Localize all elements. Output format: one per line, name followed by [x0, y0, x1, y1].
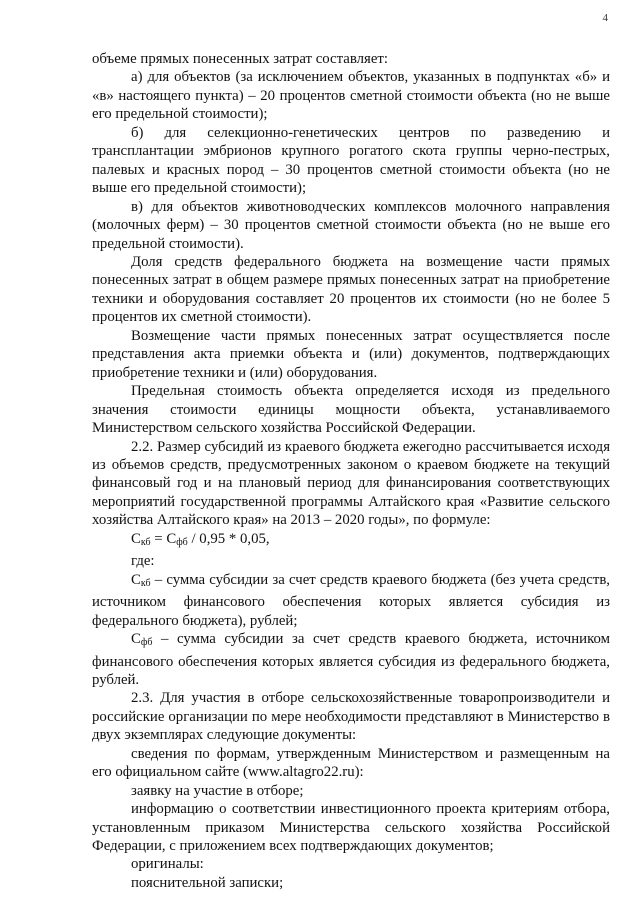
paragraph-originals: оригиналы: [131, 856, 204, 873]
definition-cfb-text: – сумма субсидии за счет средств краевого бюджета, источником финансового обеспечения которых является субсидия из федерального бюджета, рублей. [92, 631, 610, 688]
definition-cfb-symbol: С [131, 631, 141, 648]
paragraph-item-v: в) для объектов животноводческих комплексов молочного направления (молочных ферм) – 30 процентов сметной стоимости объекта (но не выше его предельной стоимости). [92, 198, 610, 252]
definition-ckb-text: – сумма субсидии за счет средств краевого бюджета (без учета средств, источником финансового обеспечения которых является субсидия из федерального бюджета), рублей; [92, 571, 610, 629]
formula-equals: = [150, 530, 167, 547]
formula-rhs-symbol: С [166, 530, 177, 547]
where-label: где: [131, 553, 155, 570]
definition-cfb [92, 630, 610, 689]
paragraph-application: заявку на участие в отборе; [131, 782, 304, 799]
paragraph-2-2: 2.2. Размер субсидий из краевого бюджета ежегодно рассчитывается исходя из объемов средств, предусмотренных законом о краевом бюджете на текущий финансовый год и на плановый период для финансирования соответствующих мероприятий государственной программы Алтайского края «Развитие сельского хозяйства Алтайского края» на 2013 – 2020 годы», по формуле: [92, 438, 610, 529]
paragraph-limit-cost: Предельная стоимость объекта определяется исходя из предельного значения стоимости единицы мощности объекта, устанавливаемого Министерством сельского хозяйства Российской Федерации. [92, 383, 610, 437]
page-number: 4 [602, 12, 608, 24]
definition-ckb [92, 571, 610, 630]
formula [92, 530, 610, 552]
paragraph-forms-info: сведения по формам, утвержденным Министерством и размещенным на его официальном сайте (www.altagro22.ru): [92, 745, 610, 781]
definition-ckb-symbol: С [131, 571, 141, 588]
paragraph-reimbursement: Возмещение части прямых понесенных затрат осуществляется после представления акта приемки объекта и (или) документов, подтверждающих приобретение техники и (или) оборудования. [92, 327, 610, 381]
paragraph-compliance-info: информацию о соответствии инвестиционного проекта критериям отбора, установленным приказом Министерства сельского хозяйства Российской Федерации, с приложением всех подтверждающих документов; [92, 801, 610, 855]
paragraph-federal-share: Доля средств федерального бюджета на возмещение части прямых понесенных затрат в общем размере прямых понесенных затрат на приобретение техники и оборудования составляет 20 процентов их стоимости (но не более 5 процентов их сметной стоимости). [92, 253, 610, 326]
paragraph-intro: объеме прямых понесенных затрат составляет: [92, 51, 388, 67]
definition-cfb-sub: фб [140, 637, 153, 649]
paragraph-explanatory-note: пояснительной записки; [131, 874, 284, 891]
document-body [92, 50, 610, 892]
definition-ckb-sub: кб [140, 577, 151, 589]
paragraph-2-3: 2.3. Для участия в отборе сельскохозяйственные товаропроизводители и российские организации по мере необходимости представляют в Министерство в двух экземплярах следующие документы: [92, 690, 610, 744]
formula-lhs-symbol: С [131, 530, 141, 547]
formula-rhs-sub: фб [176, 536, 188, 548]
paragraph-item-b: б) для селекционно-генетических центров по разведению и трансплантации эмбрионов крупного рогатого скота группы черно-пестрых, палевых и красных пород – 30 процентов сметной стоимости объекта (но не выше его предельной стоимости); [92, 124, 610, 197]
paragraph-item-a: а) для объектов (за исключением объектов, указанных в подпунктах «б» и «в» настоящего пункта) – 20 процентов сметной стоимости объекта (но не выше его предельной стоимости); [92, 69, 610, 123]
formula-rhs-rest: / 0,95 * 0,05, [187, 530, 270, 547]
formula-lhs-sub: кб [140, 536, 151, 548]
